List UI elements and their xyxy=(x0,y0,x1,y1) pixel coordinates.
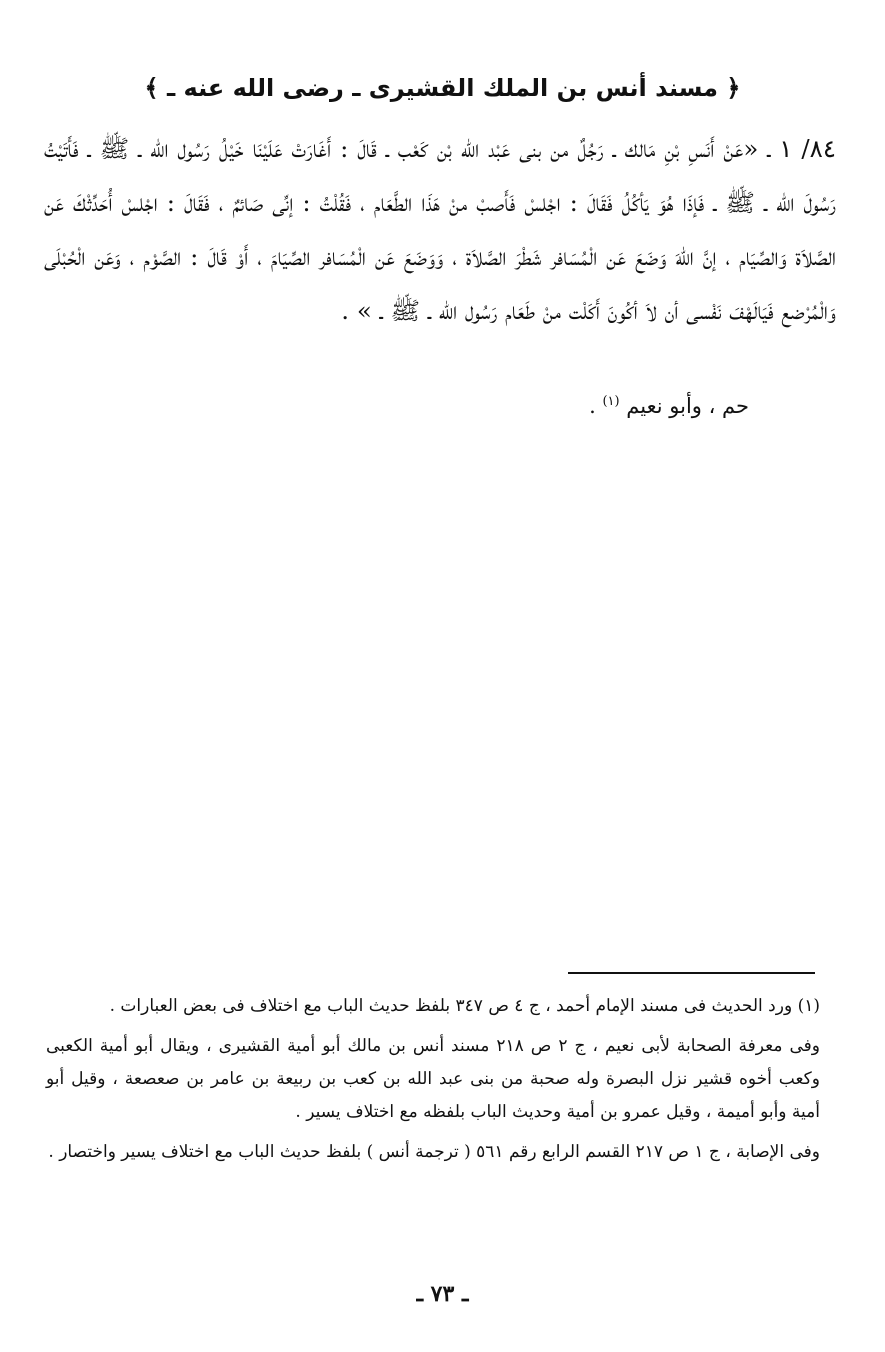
section-header: ﴿ مسند أنس بن الملك القشيرى ـ رضى الله عنه ـ ﴾ xyxy=(144,74,741,102)
footnote-reference: (١) xyxy=(602,394,620,409)
footnote-item: وفى معرفة الصحابة لأبى نعيم ، ج ٢ ص ٢١٨ مسند أنس بن مالك أبو أمية القشيرى ، ويقال أبو أمية الكعبى وكعب أخوه قشير نزل البصرة وله صحبة من بنى عبد الله بن كعب بن ربيعة بن عامر بن صعصعة ، وقيل أبو أمية وأبو أميمة ، وقيل عمرو بن أمية وحديث الباب بلفظه مع اختلاف يسير . xyxy=(46,1036,820,1122)
page-number: ـ ٧٣ ـ xyxy=(416,1281,469,1307)
footnote-item: وفى الإصابة ، ج ١ ص ٢١٧ القسم الرابع رقم ٥٦١ ( ترجمة أنس ) بلفظ حديث الباب مع اختلاف يسير واختصار . xyxy=(48,1142,820,1162)
hadith-text-block xyxy=(44,122,836,338)
source-end-mark: . xyxy=(589,394,596,418)
source-citation xyxy=(589,382,749,426)
hadith-paragraph: ٨٤/ ١ ـ «عَنْ أَنَسِ بْنِ مَالك ـ رَجُلٌ من بنى عَبْد الله بْن كَعْب ـ قَالَ : أَغَارَتْ عَلَيْنَا خَيْلُ رَسُول الله ـ ﷺ ـ فَأَتَيْتُ رَسُولَ الله ـ ﷺ ـ فَإذَا هُوَ يَأكُلُ فَقَالَ : اجْلسْ فَأَصبْ منْ هَذَا الطَّعَام ، فَقُلْتُ : إنِّى صَائمٌ ، فَقَالَ : اجْلسْ أُحَدِّثْكَ عَن الصَّلاَة وَالصِّيَام ، إنَّ اللهَ وَضَعَ عَن الْمُسَافر شَطْرَ الصَّلاَة ، وَوَضَعَ عَن الْمُسَافر الصِّيَامَ ، أَوْ قَالَ : الصَّوْم ، وَعَن الْحُبْلَى وَالْمُرْضع فَيَالَهْفَ نَفْسى أن لاَ أكُونَ أَكَلْت منْ طَعَام رَسُول الله ـ ﷺ ـ » . xyxy=(44,134,836,325)
source-text: حم ، وأبو نعيم xyxy=(626,394,749,418)
footnotes-block xyxy=(46,990,820,1176)
footnote-item: (١) ورد الحديث فى مسند الإمام أحمد ، ج ٤ ص ٣٤٧ بلفظ حديث الباب مع اختلاف فى بعض العبارات . xyxy=(109,996,820,1016)
footnote-separator-line xyxy=(568,972,815,974)
